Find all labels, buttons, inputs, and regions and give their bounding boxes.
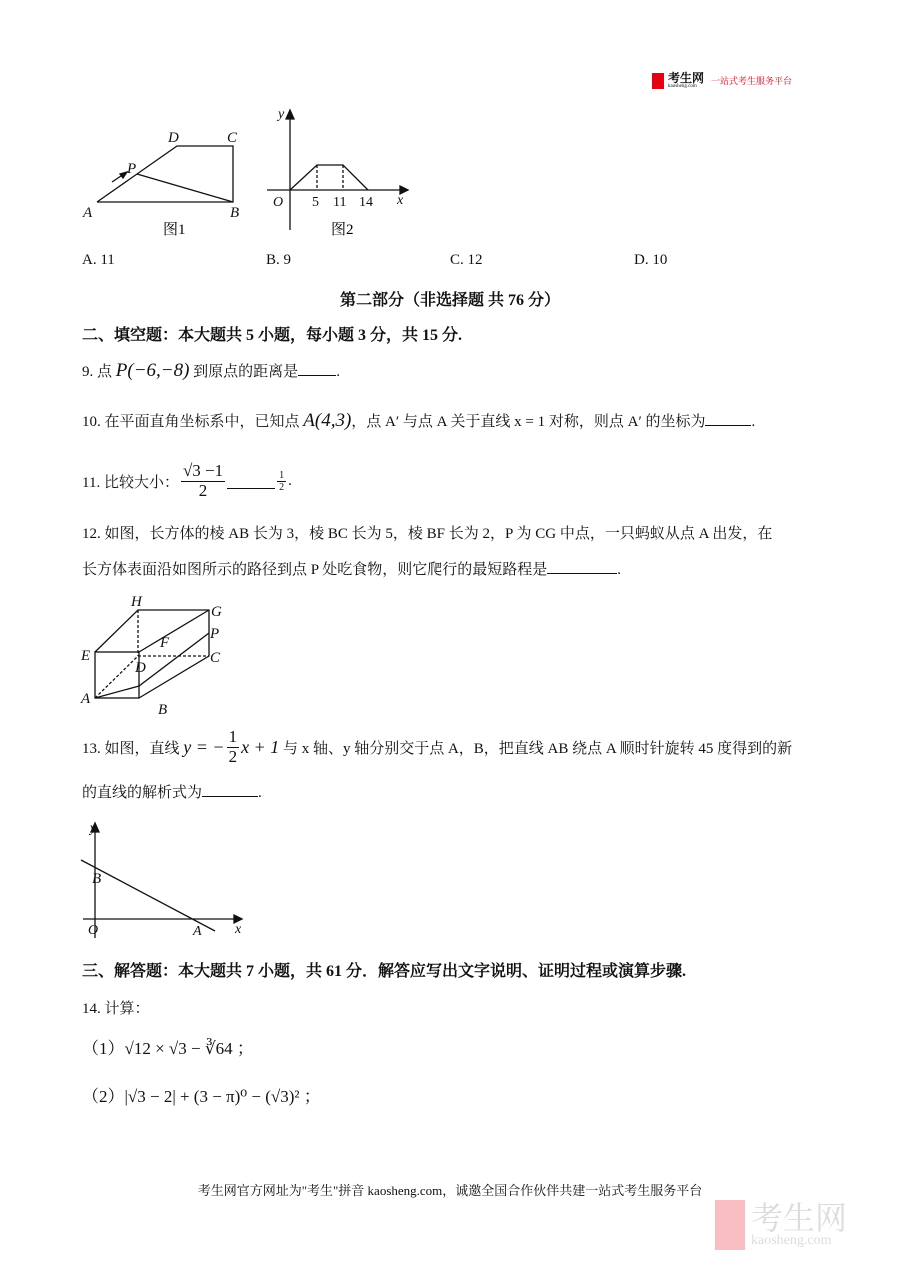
question-9: 9. 点 P(−6,−8) 到原点的距离是 . bbox=[82, 360, 340, 381]
footer-text: 考生网官方网址为"考生"拼音 kaosheng.com，诚邀全国合作伙伴共建一站式考生服务平台 bbox=[197, 1183, 703, 1198]
option-b: B. 9 bbox=[266, 252, 292, 268]
svg-text:B: B bbox=[92, 871, 102, 887]
question-13-line1: 13. 如图，直线 y = − $\frac{1}{2}$ x + 1 与 x 轴、y 轴分别交于点 A，B，把直线 AB 绕点 A 顺时针旋转 45 度得到的新 bbox=[82, 727, 793, 766]
svg-text:F: F bbox=[160, 635, 170, 651]
option-c: C. 12 bbox=[450, 252, 483, 268]
svg-text:5: 5 bbox=[312, 195, 319, 210]
svg-text:A: A bbox=[83, 205, 93, 221]
svg-text:P: P bbox=[210, 626, 220, 642]
svg-text:B: B bbox=[158, 702, 168, 718]
svg-text:G: G bbox=[211, 604, 222, 620]
question-12-line1: 12. 如图，长方体的棱 AB 长为 3，棱 BC 长为 5，棱 BF 长为 2，P 为 CG 中点，一只蚂蚁从点 A 出发，在 bbox=[82, 526, 773, 542]
section2-heading: 二、填空题：本大题共 5 小题，每小题 3 分，共 15 分. bbox=[82, 327, 463, 344]
figure-2 bbox=[267, 110, 408, 230]
svg-text:B: B bbox=[230, 205, 240, 221]
svg-text:14: 14 bbox=[359, 195, 373, 210]
fig2-caption: 图2 bbox=[331, 222, 354, 238]
question-12-line2: 长方体表面沿如图所示的路径到点 P 处吃食物，则它爬行的最短路程是 . bbox=[82, 558, 621, 579]
svg-text:C: C bbox=[210, 650, 221, 666]
section3-heading: 三、解答题：本大题共 7 小题，共 61 分．解答应写出文字说明、证明过程或演算步骤. bbox=[82, 963, 687, 980]
watermark-logo: 考生网 kaosheng.com bbox=[715, 1200, 847, 1250]
part2-title: 第二部分（非选择题 共 76 分） bbox=[339, 292, 560, 309]
svg-text:H: H bbox=[131, 594, 142, 610]
svg-text:C: C bbox=[227, 130, 238, 146]
line-graph-q13 bbox=[75, 820, 255, 940]
svg-text:A: A bbox=[193, 924, 202, 939]
svg-text:x: x bbox=[397, 193, 404, 208]
svg-text:E: E bbox=[81, 648, 91, 664]
svg-text:11: 11 bbox=[333, 195, 347, 210]
question-10: 10. 在平面直角坐标系中，已知点 A(4,3)，点 A′ 与点 A 关于直线 x = 1 对称，则点 A′ 的坐标为 . bbox=[82, 410, 756, 431]
question-14-part1: （1）√12 × √3 − ∛64 ； bbox=[82, 1039, 254, 1058]
option-d: D. 10 bbox=[634, 252, 668, 268]
fig1-caption: 图1 bbox=[163, 222, 186, 238]
question-13-line2: 的直线的解析式为 . bbox=[82, 781, 262, 802]
logo-icon bbox=[652, 73, 664, 89]
svg-text:x: x bbox=[235, 922, 242, 937]
question-14-part2: （2）|√3 − 2| + (3 − π)⁰ − (√3)² ； bbox=[82, 1087, 321, 1106]
svg-text:D: D bbox=[135, 660, 146, 676]
svg-text:A: A bbox=[81, 691, 91, 707]
svg-text:P: P bbox=[127, 161, 137, 177]
svg-text:O: O bbox=[273, 195, 284, 210]
svg-text:O: O bbox=[88, 923, 99, 938]
watermark-logo-icon bbox=[715, 1200, 745, 1250]
option-a: A. 11 bbox=[82, 252, 115, 268]
svg-text:y: y bbox=[90, 821, 97, 836]
question-11: 11. 比较大小： $\frac{√3 -1}{2}$ $\frac{1}{2}$ . bbox=[82, 461, 292, 500]
cuboid-figure bbox=[75, 588, 235, 718]
figure-1 bbox=[97, 146, 233, 202]
header-logo: 考生网 kaosheng.com 一站式考生服务平台 bbox=[652, 72, 792, 89]
question-14-title: 14. 计算： bbox=[82, 1001, 150, 1017]
figures-q8 bbox=[75, 100, 415, 245]
svg-text:y: y bbox=[278, 107, 285, 122]
svg-text:D: D bbox=[168, 130, 179, 146]
